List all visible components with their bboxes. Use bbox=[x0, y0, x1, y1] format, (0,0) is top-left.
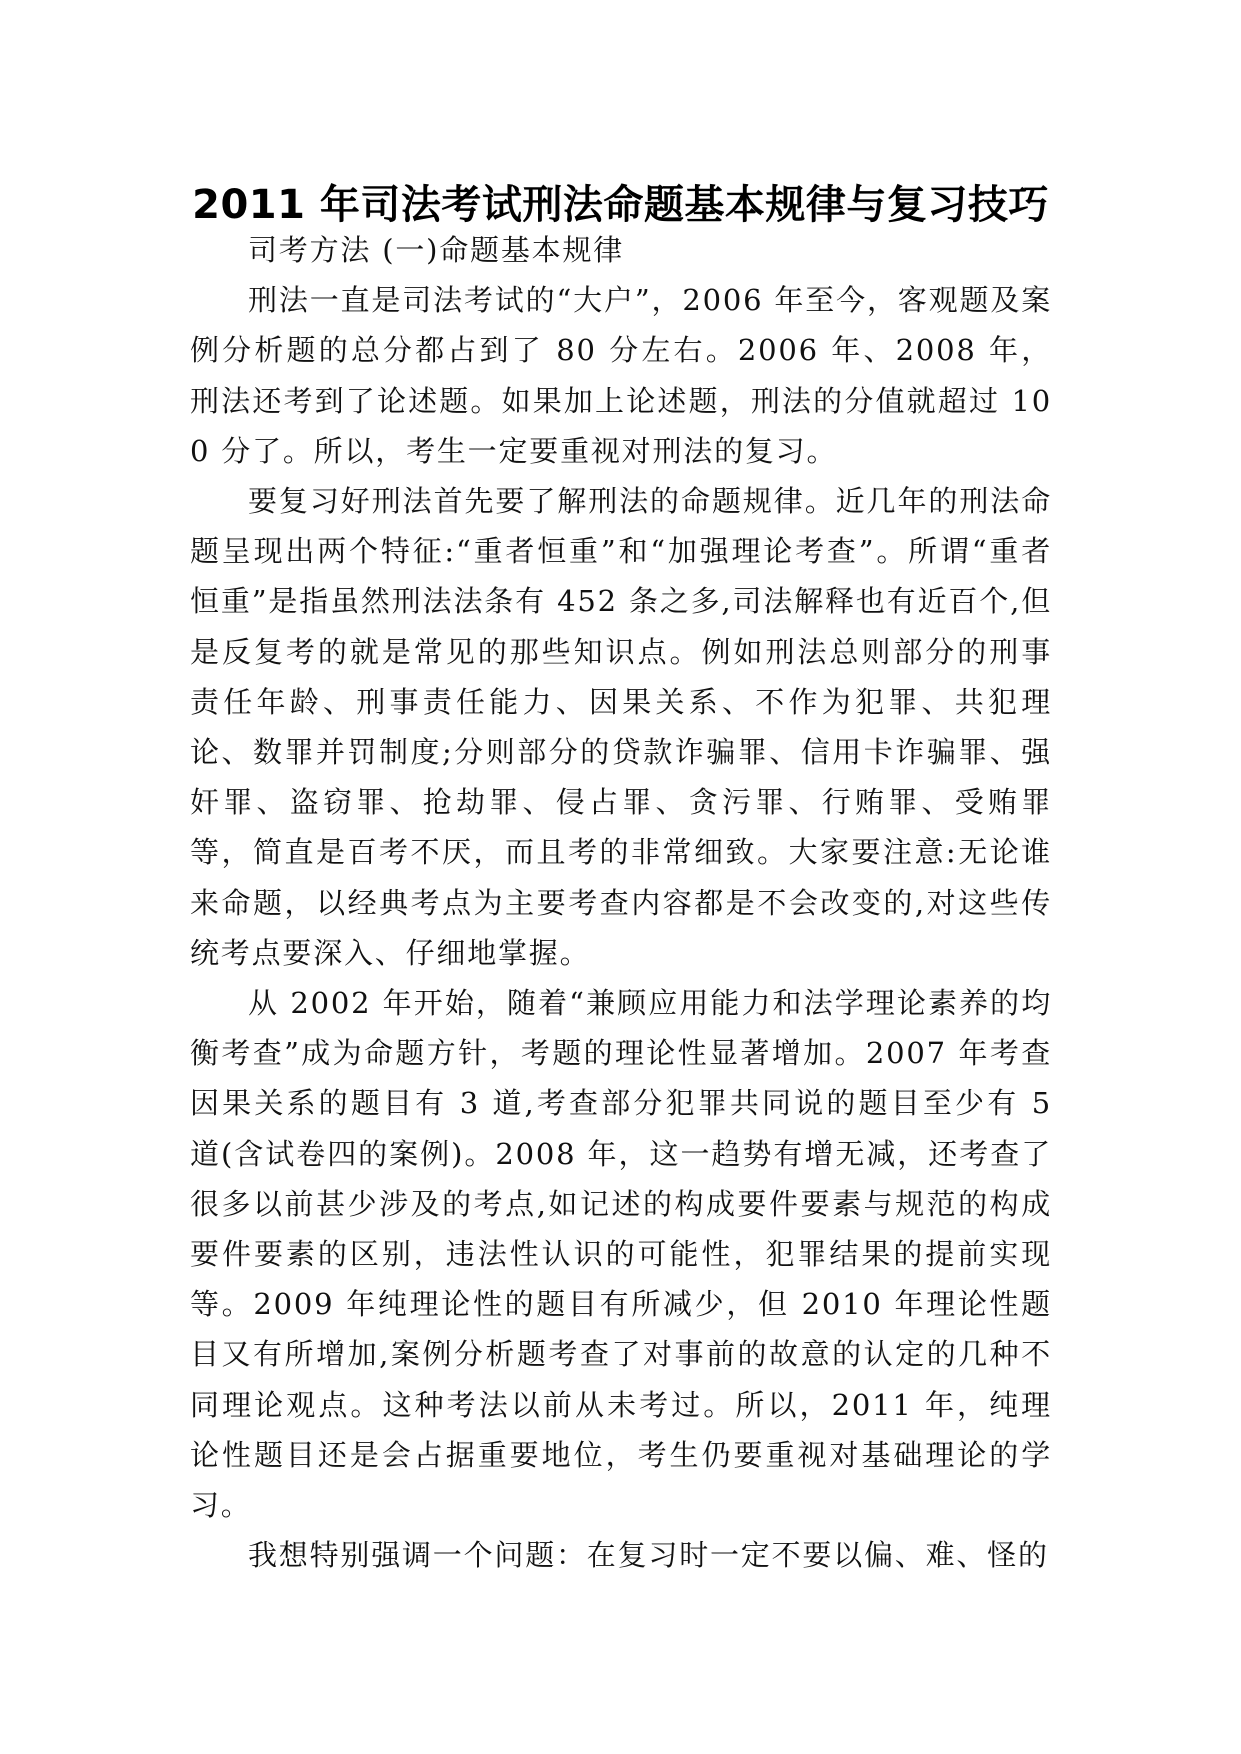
paragraph: 要复习好刑法首先要了解刑法的命题规律。近几年的刑法命题呈现出两个特征:“重者恒重”和“加强理论考查”。所谓“重者恒重”是指虽然刑法法条有 452 条之多,司法解释也有近百个,但是反复考的就是常见的那些知识点。例如刑法总则部分的刑事责任年龄、刑事责任能力、因果关系、不作为犯罪、共犯理论、数罪并罚制度;分则部分的贷款诈骗罪、信用卡诈骗罪、强奸罪、盗窃罪、抢劫罪、侵占罪、贪污罪、行贿罪、受贿罪等，简直是百考不厌，而且考的非常细致。大家要注意:无论谁来命题，以经典考点为主要考查内容都是不会改变的,对这些传统考点要深入、仔细地掌握。 bbox=[190, 484, 1052, 970]
paragraph: 从 2002 年开始，随着“兼顾应用能力和法学理论素养的均衡考查”成为命题方针，考题的理论性显著增加。2007 年考查因果关系的题目有 3 道,考查部分犯罪共同说的题目至少有 5 道(含试卷四的案例)。2008 年，这一趋势有增无减，还考查了很多以前甚少涉及的考点,如记述的构成要件要素与规范的构成要件要素的区别，违法性认识的可能性，犯罪结果的提前实现等。2009 年纯理论性的题目有所减少，但 2010 年理论性题目又有所增加,案例分析题考查了对事前的故意的认定的几种不同理论观点。这种考法以前从未考过。所以，2011 年，纯理论性题目还是会占据重要地位，考生仍要重视对基础理论的学习。 bbox=[190, 986, 1052, 1523]
page-title: 2011 年司法考试刑法命题基本规律与复习技巧 bbox=[192, 181, 1049, 228]
paragraph: 我想特别强调一个问题：在复习时一定不要以偏、难、怪的 bbox=[248, 1538, 1049, 1573]
section-heading: 司考方法 (一)命题基本规律 bbox=[248, 233, 625, 267]
paragraph: 刑法一直是司法考试的“大户”，2006 年至今，客观题及案例分析题的总分都占到了 80 分左右。2006 年、2008 年，刑法还考到了论述题。如果加上论述题，刑法的分值就超过 100 分了。所以，考生一定要重视对刑法的复习。 bbox=[190, 283, 1052, 468]
document-body bbox=[190, 225, 1052, 1580]
